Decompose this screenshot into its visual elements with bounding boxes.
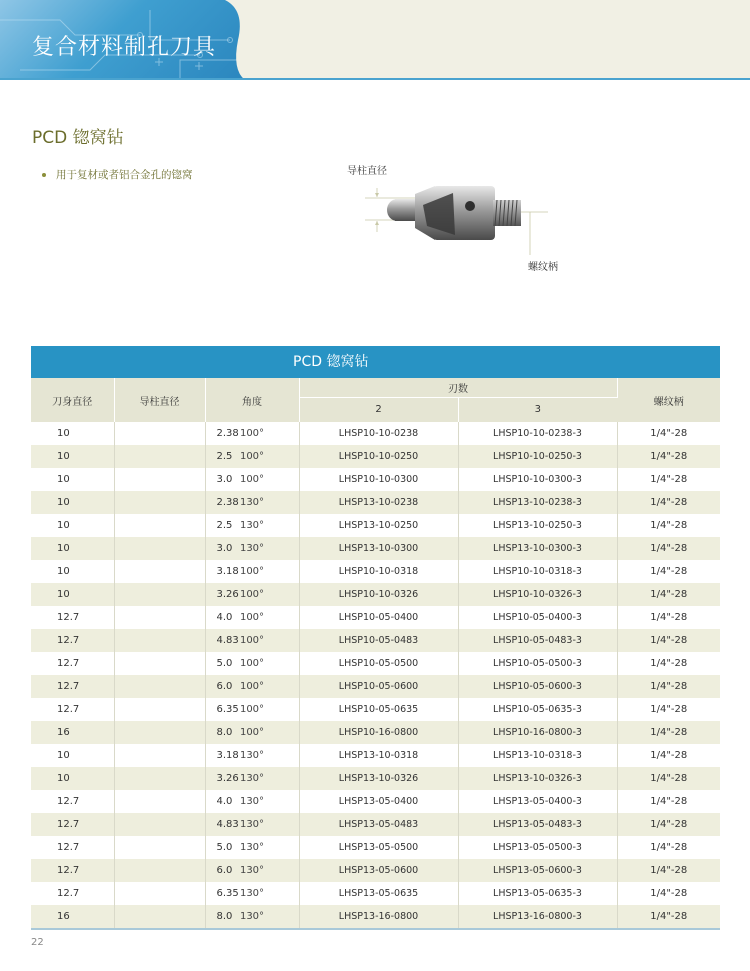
cell-thread-shank: 1/4"-28 [617, 445, 720, 468]
cell-angle: 100° [205, 583, 299, 606]
cell-part-2-flute: LHSP13-05-0600 [299, 859, 458, 882]
cell-pilot-diameter: 6.35 [114, 882, 205, 905]
cell-pilot-diameter: 4.0 [114, 606, 205, 629]
cell-angle: 130° [205, 514, 299, 537]
cell-body-diameter: 10 [31, 468, 114, 491]
cell-part-2-flute: LHSP10-05-0400 [299, 606, 458, 629]
cell-part-3-flute: LHSP13-05-0600-3 [458, 859, 617, 882]
cell-pilot-diameter: 3.18 [114, 744, 205, 767]
table-body [31, 422, 720, 928]
cell-angle: 130° [205, 537, 299, 560]
cell-part-3-flute: LHSP10-05-0500-3 [458, 652, 617, 675]
cell-pilot-diameter: 4.83 [114, 629, 205, 652]
cell-thread-shank: 1/4"-28 [617, 744, 720, 767]
cell-body-diameter: 10 [31, 445, 114, 468]
cell-body-diameter: 12.7 [31, 675, 114, 698]
table-row [31, 606, 720, 629]
cell-pilot-diameter: 6.0 [114, 859, 205, 882]
cell-part-2-flute: LHSP10-05-0500 [299, 652, 458, 675]
cell-part-3-flute: LHSP13-10-0326-3 [458, 767, 617, 790]
cell-thread-shank: 1/4"-28 [617, 491, 720, 514]
cell-pilot-diameter: 3.0 [114, 468, 205, 491]
cell-thread-shank: 1/4"-28 [617, 859, 720, 882]
table-row [31, 560, 720, 583]
cell-part-3-flute: LHSP10-05-0483-3 [458, 629, 617, 652]
cell-thread-shank: 1/4"-28 [617, 813, 720, 836]
cell-part-3-flute: LHSP13-05-0500-3 [458, 836, 617, 859]
table-row [31, 721, 720, 744]
cell-pilot-diameter: 2.38 [114, 422, 205, 445]
cell-part-2-flute: LHSP10-16-0800 [299, 721, 458, 744]
cell-thread-shank: 1/4"-28 [617, 767, 720, 790]
cell-angle: 130° [205, 836, 299, 859]
cell-pilot-diameter: 3.0 [114, 537, 205, 560]
header-flute-2: 2 [299, 397, 458, 422]
cell-pilot-diameter: 2.5 [114, 445, 205, 468]
cell-angle: 130° [205, 767, 299, 790]
cell-pilot-diameter: 2.5 [114, 514, 205, 537]
table-row [31, 744, 720, 767]
bullet-dot-icon [42, 173, 46, 177]
cell-body-diameter: 12.7 [31, 698, 114, 721]
table-row [31, 491, 720, 514]
cell-part-3-flute: LHSP10-10-0300-3 [458, 468, 617, 491]
cell-pilot-diameter: 8.0 [114, 721, 205, 744]
cell-body-diameter: 10 [31, 537, 114, 560]
page-header [0, 0, 750, 80]
cell-pilot-diameter: 6.35 [114, 698, 205, 721]
cell-thread-shank: 1/4"-28 [617, 905, 720, 928]
cell-body-diameter: 10 [31, 744, 114, 767]
cell-body-diameter: 10 [31, 491, 114, 514]
cell-thread-shank: 1/4"-28 [617, 652, 720, 675]
cell-angle: 130° [205, 790, 299, 813]
cell-part-2-flute: LHSP13-10-0250 [299, 514, 458, 537]
cell-angle: 100° [205, 468, 299, 491]
header-title: 复合材料制孔刀具 [32, 35, 217, 60]
cell-angle: 130° [205, 744, 299, 767]
cell-part-3-flute: LHSP13-05-0483-3 [458, 813, 617, 836]
header-body-diameter: 刀身直径 [31, 378, 114, 422]
cell-body-diameter: 16 [31, 905, 114, 928]
table-row [31, 583, 720, 606]
table-row [31, 537, 720, 560]
cell-body-diameter: 12.7 [31, 882, 114, 905]
header-thread-shank: 螺纹柄 [617, 378, 720, 422]
spec-table [31, 378, 720, 928]
cell-part-3-flute: LHSP10-05-0635-3 [458, 698, 617, 721]
cell-body-diameter: 10 [31, 583, 114, 606]
cell-thread-shank: 1/4"-28 [617, 606, 720, 629]
cell-body-diameter: 10 [31, 422, 114, 445]
cell-part-3-flute: LHSP13-05-0400-3 [458, 790, 617, 813]
cell-body-diameter: 12.7 [31, 629, 114, 652]
table-row [31, 790, 720, 813]
cell-pilot-diameter: 4.0 [114, 790, 205, 813]
table-title: PCD 锪窝钻 [31, 346, 720, 378]
cell-angle: 130° [205, 905, 299, 928]
cell-thread-shank: 1/4"-28 [617, 468, 720, 491]
cell-body-diameter: 16 [31, 721, 114, 744]
header-flutes: 刃数 [299, 378, 617, 397]
cell-angle: 100° [205, 675, 299, 698]
cell-part-3-flute: LHSP10-10-0238-3 [458, 422, 617, 445]
cell-part-2-flute: LHSP13-16-0800 [299, 905, 458, 928]
cell-angle: 100° [205, 629, 299, 652]
cell-part-2-flute: LHSP13-05-0483 [299, 813, 458, 836]
header-flute-3: 3 [458, 397, 617, 422]
header-divider [0, 78, 750, 80]
cell-thread-shank: 1/4"-28 [617, 514, 720, 537]
cell-part-3-flute: LHSP10-05-0600-3 [458, 675, 617, 698]
table-row [31, 767, 720, 790]
cell-part-2-flute: LHSP13-10-0318 [299, 744, 458, 767]
cell-part-2-flute: LHSP13-05-0500 [299, 836, 458, 859]
header-banner [0, 0, 245, 80]
cell-angle: 130° [205, 882, 299, 905]
cell-angle: 100° [205, 721, 299, 744]
table-row [31, 905, 720, 928]
cell-part-2-flute: LHSP13-05-0400 [299, 790, 458, 813]
bullet-text: 用于复材或者铝合金孔的锪窝 [56, 169, 193, 181]
pilot-diameter-label: 导柱直径 [347, 166, 387, 177]
page-number: 22 [31, 937, 44, 948]
cell-body-diameter: 12.7 [31, 859, 114, 882]
cell-angle: 100° [205, 698, 299, 721]
table-row [31, 422, 720, 445]
table-row [31, 859, 720, 882]
cell-body-diameter: 12.7 [31, 652, 114, 675]
cell-pilot-diameter: 3.26 [114, 583, 205, 606]
cell-thread-shank: 1/4"-28 [617, 629, 720, 652]
cell-pilot-diameter: 3.26 [114, 767, 205, 790]
cell-part-3-flute: LHSP10-16-0800-3 [458, 721, 617, 744]
cell-part-2-flute: LHSP13-10-0300 [299, 537, 458, 560]
table-row [31, 468, 720, 491]
cell-part-3-flute: LHSP13-10-0300-3 [458, 537, 617, 560]
table-row [31, 445, 720, 468]
cell-part-2-flute: LHSP10-10-0300 [299, 468, 458, 491]
cell-body-diameter: 12.7 [31, 813, 114, 836]
cell-thread-shank: 1/4"-28 [617, 583, 720, 606]
cell-body-diameter: 10 [31, 514, 114, 537]
cell-part-3-flute: LHSP13-10-0318-3 [458, 744, 617, 767]
cell-body-diameter: 12.7 [31, 836, 114, 859]
section-title: PCD 锪窝钻 [32, 128, 124, 148]
cell-body-diameter: 10 [31, 560, 114, 583]
cell-part-2-flute: LHSP10-10-0318 [299, 560, 458, 583]
table-row [31, 629, 720, 652]
cell-part-2-flute: LHSP10-05-0635 [299, 698, 458, 721]
table-bottom-border [31, 928, 720, 930]
cell-part-2-flute: LHSP13-05-0635 [299, 882, 458, 905]
cell-part-3-flute: LHSP10-10-0326-3 [458, 583, 617, 606]
table-row [31, 882, 720, 905]
cell-pilot-diameter: 2.38 [114, 491, 205, 514]
thread-shank-label: 螺纹柄 [528, 262, 558, 273]
cell-thread-shank: 1/4"-28 [617, 721, 720, 744]
cell-thread-shank: 1/4"-28 [617, 836, 720, 859]
cell-part-3-flute: LHSP10-10-0250-3 [458, 445, 617, 468]
cell-part-3-flute: LHSP13-10-0238-3 [458, 491, 617, 514]
cell-angle: 100° [205, 445, 299, 468]
cell-thread-shank: 1/4"-28 [617, 537, 720, 560]
cell-thread-shank: 1/4"-28 [617, 560, 720, 583]
table-row [31, 652, 720, 675]
cell-thread-shank: 1/4"-28 [617, 790, 720, 813]
cell-part-2-flute: LHSP13-10-0326 [299, 767, 458, 790]
cell-part-2-flute: LHSP10-05-0600 [299, 675, 458, 698]
cell-thread-shank: 1/4"-28 [617, 675, 720, 698]
cell-pilot-diameter: 3.18 [114, 560, 205, 583]
cell-part-2-flute: LHSP10-10-0238 [299, 422, 458, 445]
cell-angle: 130° [205, 491, 299, 514]
cell-part-3-flute: LHSP13-05-0635-3 [458, 882, 617, 905]
cell-angle: 100° [205, 652, 299, 675]
cell-thread-shank: 1/4"-28 [617, 422, 720, 445]
table-row [31, 836, 720, 859]
cell-angle: 130° [205, 813, 299, 836]
cell-angle: 130° [205, 859, 299, 882]
cell-body-diameter: 12.7 [31, 606, 114, 629]
tool-figure [345, 160, 560, 275]
table-row [31, 813, 720, 836]
product-table [31, 346, 720, 930]
cell-part-2-flute: LHSP10-05-0483 [299, 629, 458, 652]
cell-pilot-diameter: 4.83 [114, 813, 205, 836]
table-row [31, 675, 720, 698]
cell-pilot-diameter: 8.0 [114, 905, 205, 928]
table-row [31, 514, 720, 537]
cell-part-2-flute: LHSP13-10-0238 [299, 491, 458, 514]
table-row [31, 698, 720, 721]
cell-body-diameter: 12.7 [31, 790, 114, 813]
header-angle: 角度 [205, 378, 299, 422]
header-pilot-diameter: 导柱直径 [114, 378, 205, 422]
cell-angle: 100° [205, 606, 299, 629]
cell-angle: 100° [205, 560, 299, 583]
cell-part-3-flute: LHSP13-10-0250-3 [458, 514, 617, 537]
cell-part-2-flute: LHSP10-10-0250 [299, 445, 458, 468]
cell-pilot-diameter: 6.0 [114, 675, 205, 698]
cell-pilot-diameter: 5.0 [114, 652, 205, 675]
cell-part-2-flute: LHSP10-10-0326 [299, 583, 458, 606]
cell-thread-shank: 1/4"-28 [617, 698, 720, 721]
cell-thread-shank: 1/4"-28 [617, 882, 720, 905]
cell-part-3-flute: LHSP10-10-0318-3 [458, 560, 617, 583]
cell-body-diameter: 10 [31, 767, 114, 790]
cell-part-3-flute: LHSP13-16-0800-3 [458, 905, 617, 928]
cell-pilot-diameter: 5.0 [114, 836, 205, 859]
cell-angle: 100° [205, 422, 299, 445]
cell-part-3-flute: LHSP10-05-0400-3 [458, 606, 617, 629]
